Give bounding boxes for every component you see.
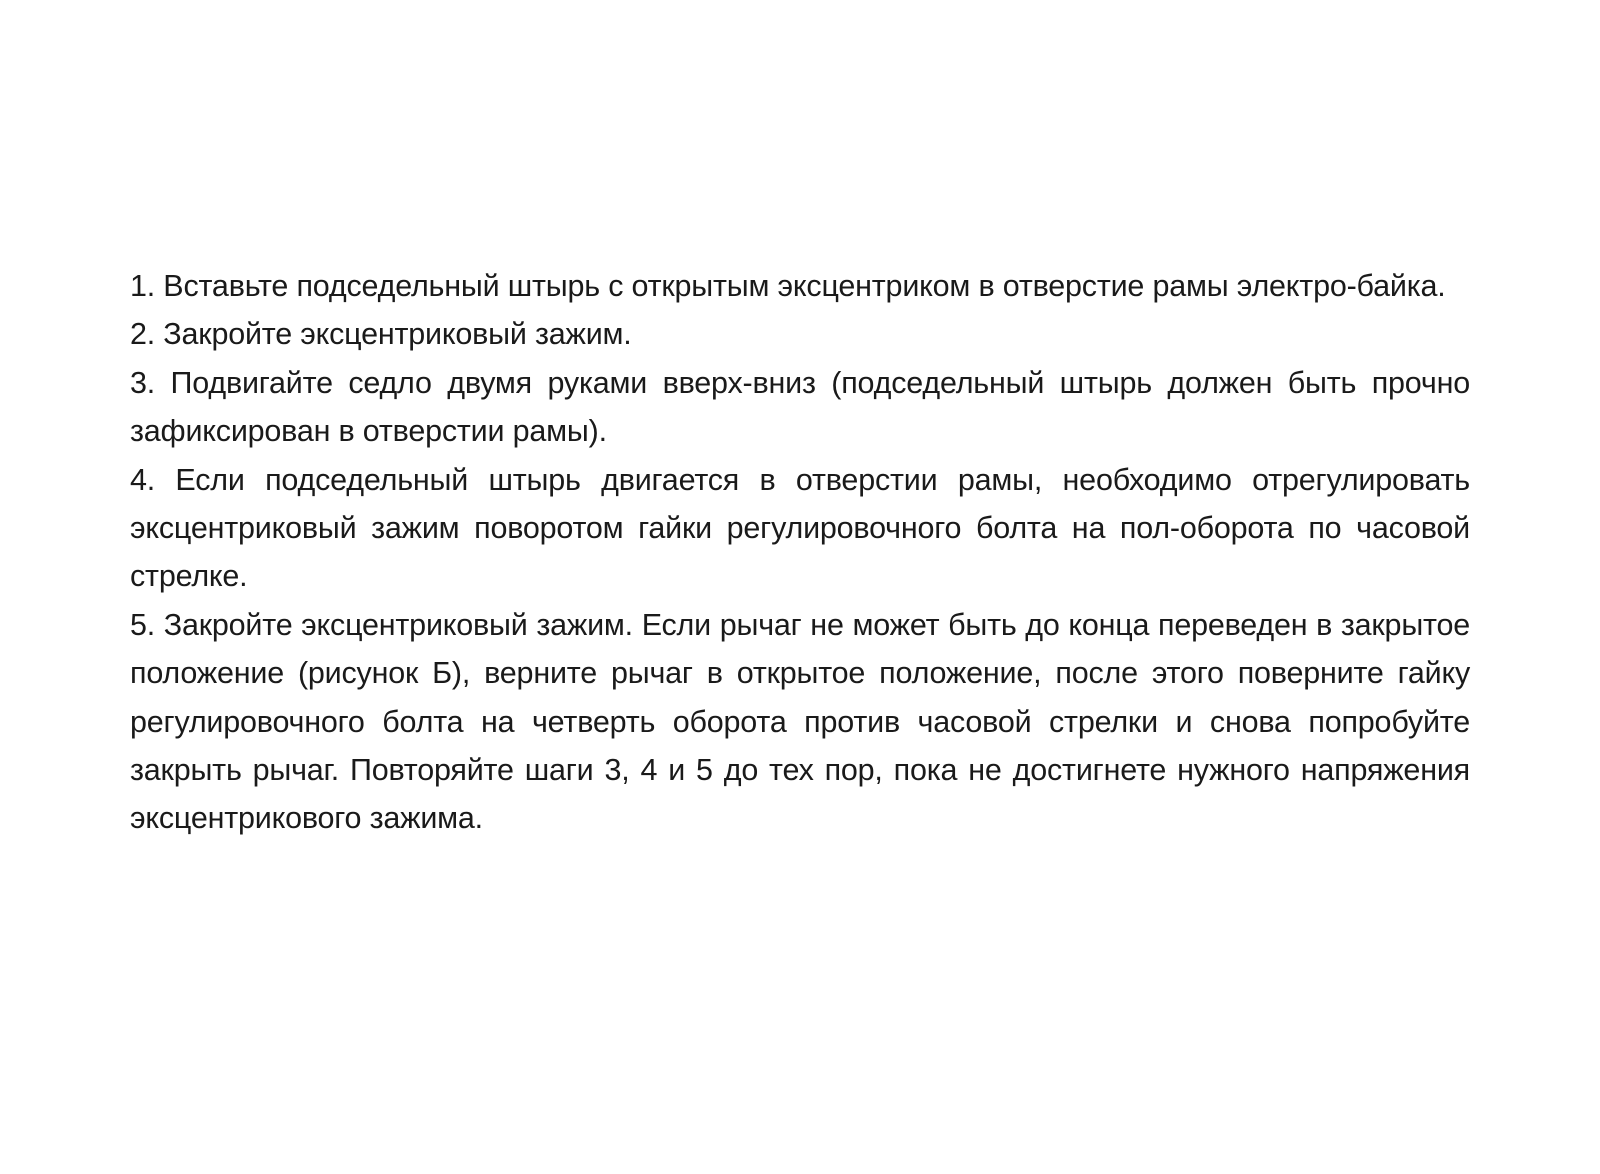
step-2: 2. Закройте эксцентриковый зажим.	[130, 317, 632, 352]
step-1: 1. Вставьте подседельный штырь с открытым эксцентриком в отверстие рамы электро-байка.	[130, 269, 1446, 303]
step-5: 5. Закройте эксцентриковый зажим. Если рычаг не может быть до конца переведен в закрытое положение (рисунок Б), верните рычаг в открытое положение, после этого поверните гайку регулировочного болта на четверть оборота против часовой стрелки и снова попробуйте закрыть рычаг. Повторяйте шаги 3, 4 и 5 до тех пор, пока не достигнете нужного напряжения эксцентрикового зажима.	[130, 607, 1470, 836]
step-3: 3. Подвигайте седло двумя руками вверх-вниз (подседельный штырь должен быть прочно зафиксирован в отверстии рамы).	[130, 365, 1470, 449]
instructions-list	[130, 262, 1470, 843]
step-4: 4. Если подседельный штырь двигается в отверстии рамы, необходимо отрегулировать эксцентриковый зажим поворотом гайки регулировочного болта на пол-оборота по часовой стрелке.	[130, 462, 1470, 594]
